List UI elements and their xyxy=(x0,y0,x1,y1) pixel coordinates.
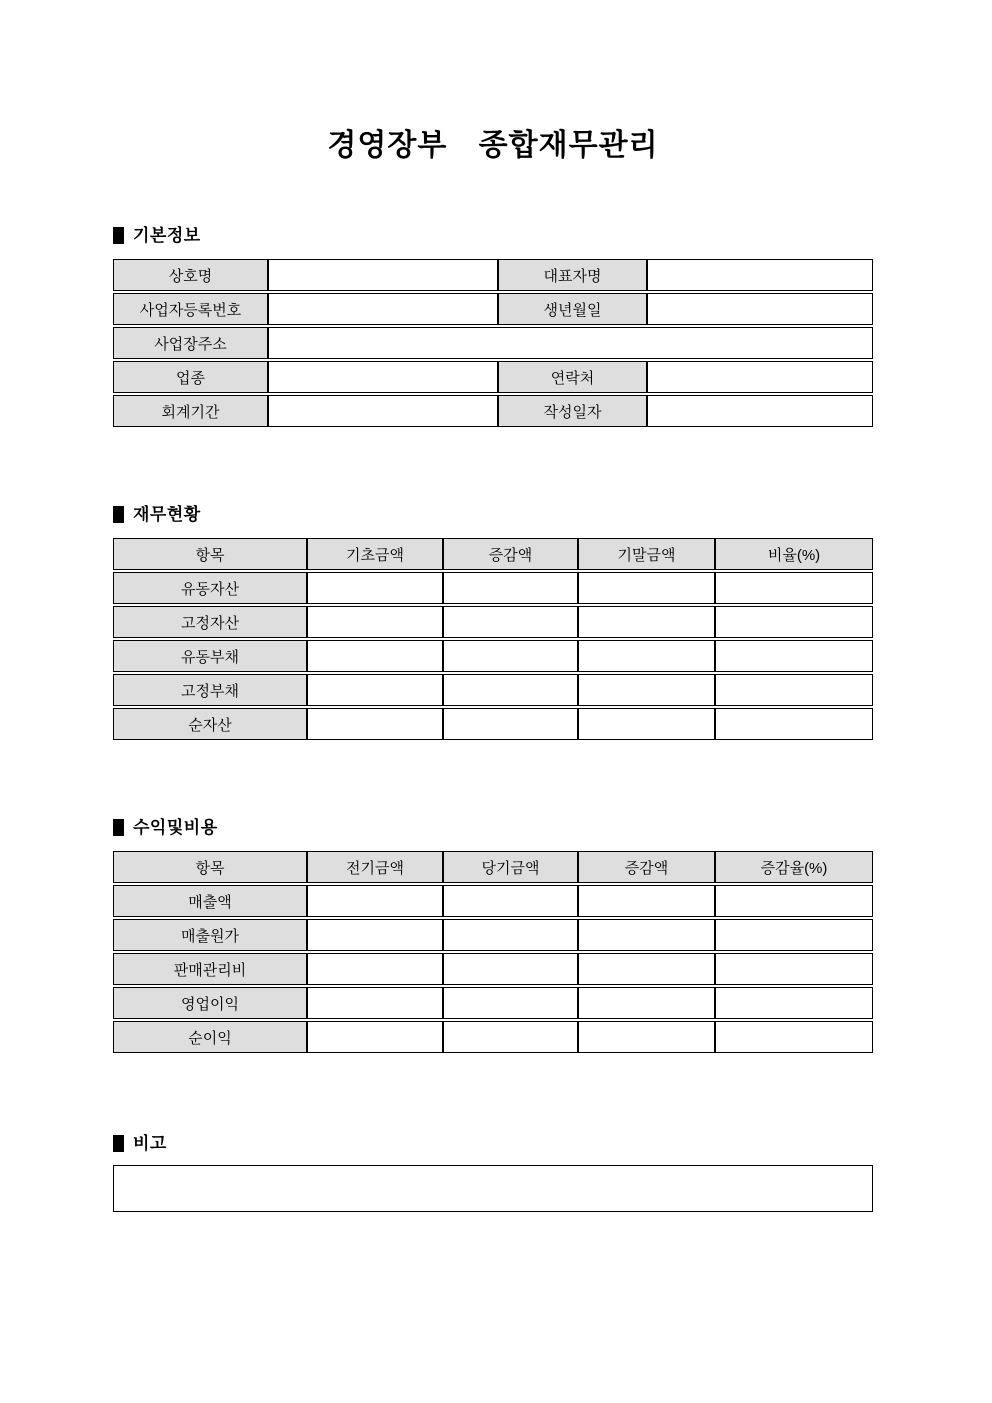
field-label-business-reg-number: 사업자등록번호 xyxy=(113,293,268,325)
field-value-company-name[interactable] xyxy=(268,259,498,291)
section-heading-label: 수익및비용 xyxy=(133,818,218,837)
row-label-net-profit: 순이익 xyxy=(113,1021,307,1053)
section-bullet-icon xyxy=(113,1135,124,1152)
data-cell[interactable] xyxy=(443,674,578,706)
section-heading-income-expense xyxy=(113,817,873,838)
data-cell[interactable] xyxy=(715,1021,873,1053)
data-cell[interactable] xyxy=(443,572,578,604)
data-cell[interactable] xyxy=(578,606,715,638)
table-header-row xyxy=(113,851,873,883)
section-bullet-icon xyxy=(113,227,124,244)
data-cell[interactable] xyxy=(715,640,873,672)
data-cell[interactable] xyxy=(307,1021,443,1053)
field-label-contact: 연락처 xyxy=(498,361,647,393)
field-value-accounting-period[interactable] xyxy=(268,395,498,427)
row-label-fixed-liabilities: 고정부채 xyxy=(113,674,307,706)
data-cell[interactable] xyxy=(715,953,873,985)
column-header-change-amount: 증감액 xyxy=(578,851,715,883)
column-header-item: 항목 xyxy=(113,538,307,570)
data-cell[interactable] xyxy=(443,953,578,985)
row-label-operating-profit: 영업이익 xyxy=(113,987,307,1019)
page-title: 경영장부 종합재무관리 xyxy=(327,129,659,162)
row-label-net-assets: 순자산 xyxy=(113,708,307,740)
table-row-fixed-liabilities xyxy=(113,674,873,706)
data-cell[interactable] xyxy=(307,572,443,604)
column-header-ending-amount: 기말금액 xyxy=(578,538,715,570)
data-cell[interactable] xyxy=(715,572,873,604)
data-cell[interactable] xyxy=(443,885,578,917)
data-cell[interactable] xyxy=(578,1021,715,1053)
data-cell[interactable] xyxy=(578,708,715,740)
financial-status-table xyxy=(113,536,873,742)
data-cell[interactable] xyxy=(578,885,715,917)
data-cell[interactable] xyxy=(578,640,715,672)
column-header-current-amount: 당기금액 xyxy=(443,851,578,883)
section-heading-label: 재무현황 xyxy=(133,505,201,524)
data-cell[interactable] xyxy=(578,987,715,1019)
data-cell[interactable] xyxy=(307,606,443,638)
section-heading-label: 기본정보 xyxy=(133,226,201,245)
section-heading-financial-status xyxy=(113,504,873,525)
data-cell[interactable] xyxy=(443,919,578,951)
row-label-current-assets: 유동자산 xyxy=(113,572,307,604)
section-bullet-icon xyxy=(113,506,124,523)
field-label-company-name: 상호명 xyxy=(113,259,268,291)
data-cell[interactable] xyxy=(578,674,715,706)
table-row-net-profit xyxy=(113,1021,873,1053)
data-cell[interactable] xyxy=(307,885,443,917)
column-header-prior-amount: 전기금액 xyxy=(307,851,443,883)
field-value-business-address[interactable] xyxy=(268,327,873,359)
column-header-change-amount: 증감액 xyxy=(443,538,578,570)
table-row xyxy=(113,361,873,393)
data-cell[interactable] xyxy=(307,953,443,985)
table-row-fixed-assets xyxy=(113,606,873,638)
document-content xyxy=(113,0,873,1212)
data-cell[interactable] xyxy=(443,640,578,672)
column-header-item: 항목 xyxy=(113,851,307,883)
field-label-ceo-name: 대표자명 xyxy=(498,259,647,291)
data-cell[interactable] xyxy=(307,640,443,672)
section-heading-remarks xyxy=(113,1133,873,1154)
table-row-net-assets xyxy=(113,708,873,740)
remarks-input-area[interactable] xyxy=(113,1165,873,1212)
field-value-business-reg-number[interactable] xyxy=(268,293,498,325)
data-cell[interactable] xyxy=(715,919,873,951)
data-cell[interactable] xyxy=(715,987,873,1019)
table-row-sga-expenses xyxy=(113,953,873,985)
data-cell[interactable] xyxy=(578,919,715,951)
field-value-birth-date[interactable] xyxy=(647,293,873,325)
section-heading-basic-info xyxy=(113,225,873,246)
data-cell[interactable] xyxy=(443,708,578,740)
field-label-accounting-period: 회계기간 xyxy=(113,395,268,427)
data-cell[interactable] xyxy=(715,708,873,740)
field-label-birth-date: 생년월일 xyxy=(498,293,647,325)
table-row-revenue xyxy=(113,885,873,917)
row-label-fixed-assets: 고정자산 xyxy=(113,606,307,638)
data-cell[interactable] xyxy=(715,674,873,706)
table-row-operating-profit xyxy=(113,987,873,1019)
table-row xyxy=(113,293,873,325)
row-label-revenue: 매출액 xyxy=(113,885,307,917)
table-row xyxy=(113,395,873,427)
field-label-business-type: 업종 xyxy=(113,361,268,393)
table-row-current-assets xyxy=(113,572,873,604)
field-value-contact[interactable] xyxy=(647,361,873,393)
row-label-cost-of-sales: 매출원가 xyxy=(113,919,307,951)
field-label-business-address: 사업장주소 xyxy=(113,327,268,359)
row-label-current-liabilities: 유동부채 xyxy=(113,640,307,672)
data-cell[interactable] xyxy=(307,708,443,740)
data-cell[interactable] xyxy=(443,606,578,638)
table-header-row xyxy=(113,538,873,570)
data-cell[interactable] xyxy=(443,987,578,1019)
field-value-business-type[interactable] xyxy=(268,361,498,393)
data-cell[interactable] xyxy=(715,606,873,638)
data-cell[interactable] xyxy=(715,885,873,917)
data-cell[interactable] xyxy=(578,572,715,604)
basic-info-table xyxy=(113,257,873,429)
data-cell[interactable] xyxy=(307,674,443,706)
data-cell[interactable] xyxy=(443,1021,578,1053)
section-bullet-icon xyxy=(113,819,124,836)
column-header-change-rate: 증감율(%) xyxy=(715,851,873,883)
data-cell[interactable] xyxy=(307,919,443,951)
field-label-report-date: 작성일자 xyxy=(498,395,647,427)
field-value-ceo-name[interactable] xyxy=(647,259,873,291)
table-row-cost-of-sales xyxy=(113,919,873,951)
column-header-ratio: 비율(%) xyxy=(715,538,873,570)
table-row xyxy=(113,259,873,291)
table-row xyxy=(113,327,873,359)
data-cell[interactable] xyxy=(307,987,443,1019)
data-cell[interactable] xyxy=(578,953,715,985)
column-header-beginning-amount: 기초금액 xyxy=(307,538,443,570)
table-row-current-liabilities xyxy=(113,640,873,672)
income-expense-table xyxy=(113,849,873,1055)
field-value-report-date[interactable] xyxy=(647,395,873,427)
row-label-sga-expenses: 판매관리비 xyxy=(113,953,307,985)
section-heading-label: 비고 xyxy=(133,1134,167,1153)
